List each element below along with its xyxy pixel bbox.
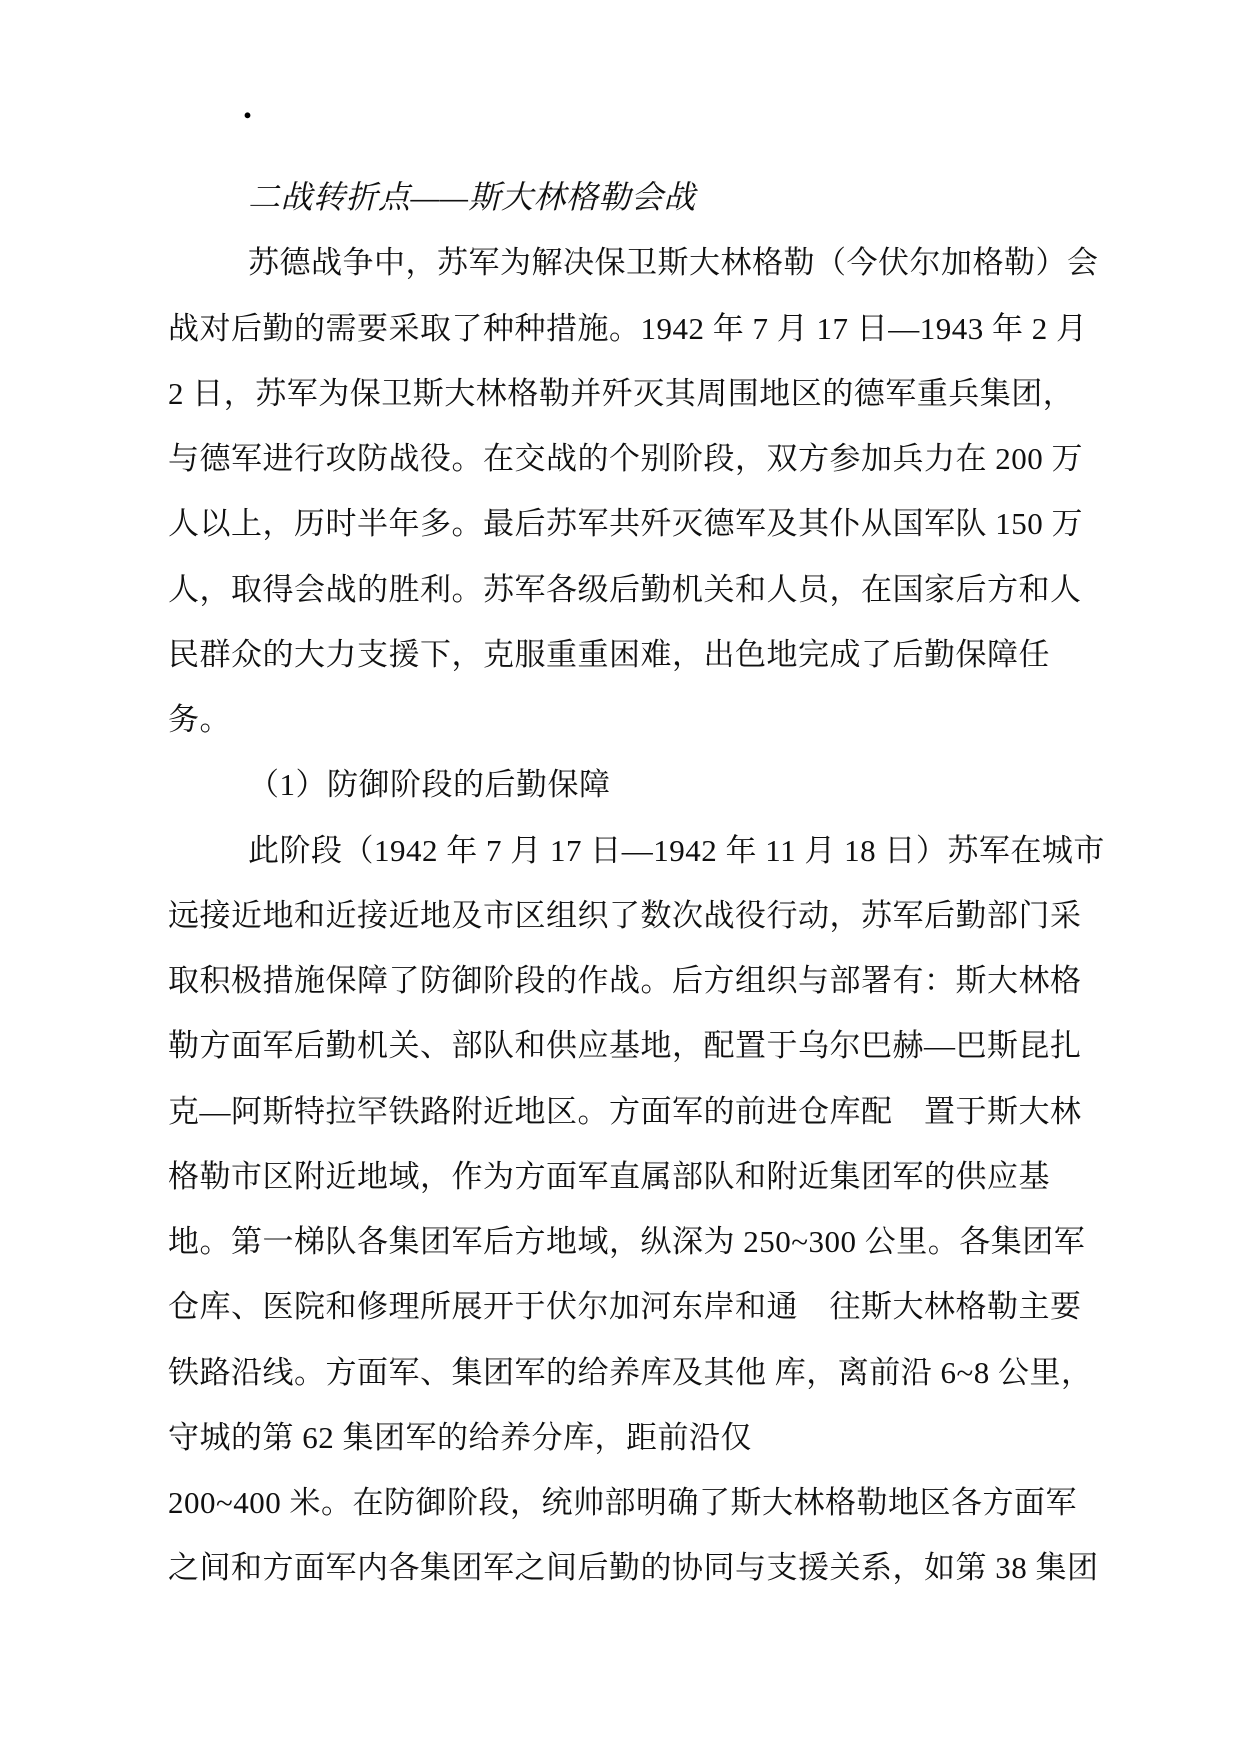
document-title: 二战转折点——斯大林格勒会战 — [248, 179, 696, 215]
text-line: 取积极措施保障了防御阶段的作战。后方组织与部署有：斯大林格 — [168, 963, 1082, 998]
text-line: 此阶段（1942 年 7 月 17 日—1942 年 11 月 18 日）苏军在城市 — [248, 832, 1105, 868]
text-line: 仓库、医院和修理所展开于伏尔加河东岸和通 往斯大林格勒主要 — [168, 1289, 1082, 1325]
text-line: 勒方面军后勤机关、部队和供应基地，配置于乌尔巴赫—巴斯昆扎 — [168, 1028, 1082, 1064]
text-line: 2 日，苏军为保卫斯大林格勒并歼灭其周围地区的德军重兵集团， — [168, 375, 1075, 411]
stray-period-mark: . — [243, 86, 252, 126]
text-line: 远接近地和近接近地及市区组织了数次战役行动，苏军后勤部门采 — [168, 897, 1082, 933]
text-line: 之间和方面军内各集团军之间后勤的协同与支援关系，如第 38 集团 — [168, 1550, 1099, 1586]
text-line: 苏德战争中，苏军为解决保卫斯大林格勒（今伏尔加格勒）会 — [248, 245, 1099, 281]
text-line: 人，取得会战的胜利。苏军各级后勤机关和人员，在国家后方和人 — [168, 571, 1082, 607]
text-line: 地。第一梯队各集团军后方地域，纵深为 250~300 公里。各集团军 — [168, 1224, 1086, 1259]
text-line: 人以上，历时半年多。最后苏军共歼灭德军及其仆从国军队 150 万 — [168, 506, 1083, 542]
text-line: 守城的第 62 集团军的给养分库，距前沿仅 — [168, 1419, 752, 1455]
text-line: 务。 — [168, 702, 231, 737]
section-heading: （1）防御阶段的后勤保障 — [248, 767, 611, 803]
text-line: 格勒市区附近地域，作为方面军直属部队和附近集团军的供应基 — [168, 1158, 1050, 1194]
text-line: 铁路沿线。方面军、集团军的给养库及其他 库，离前沿 6~8 公里， — [168, 1354, 1093, 1390]
text-line: 200~400 米。在防御阶段，统帅部明确了斯大林格勒地区各方面军 — [168, 1485, 1078, 1520]
text-line: 克—阿斯特拉罕铁路附近地区。方面军的前进仓库配 置于斯大林 — [168, 1093, 1082, 1129]
text-line: 民群众的大力支援下，克服重重困难，出色地完成了后勤保障任 — [168, 636, 1050, 672]
text-line: 战对后勤的需要采取了种种措施。1942 年 7 月 17 日—1943 年 2 月 — [168, 310, 1088, 346]
text-line: 与德军进行攻防战役。在交战的个别阶段，双方参加兵力在 200 万 — [168, 441, 1083, 476]
document-body — [168, 165, 1128, 1601]
